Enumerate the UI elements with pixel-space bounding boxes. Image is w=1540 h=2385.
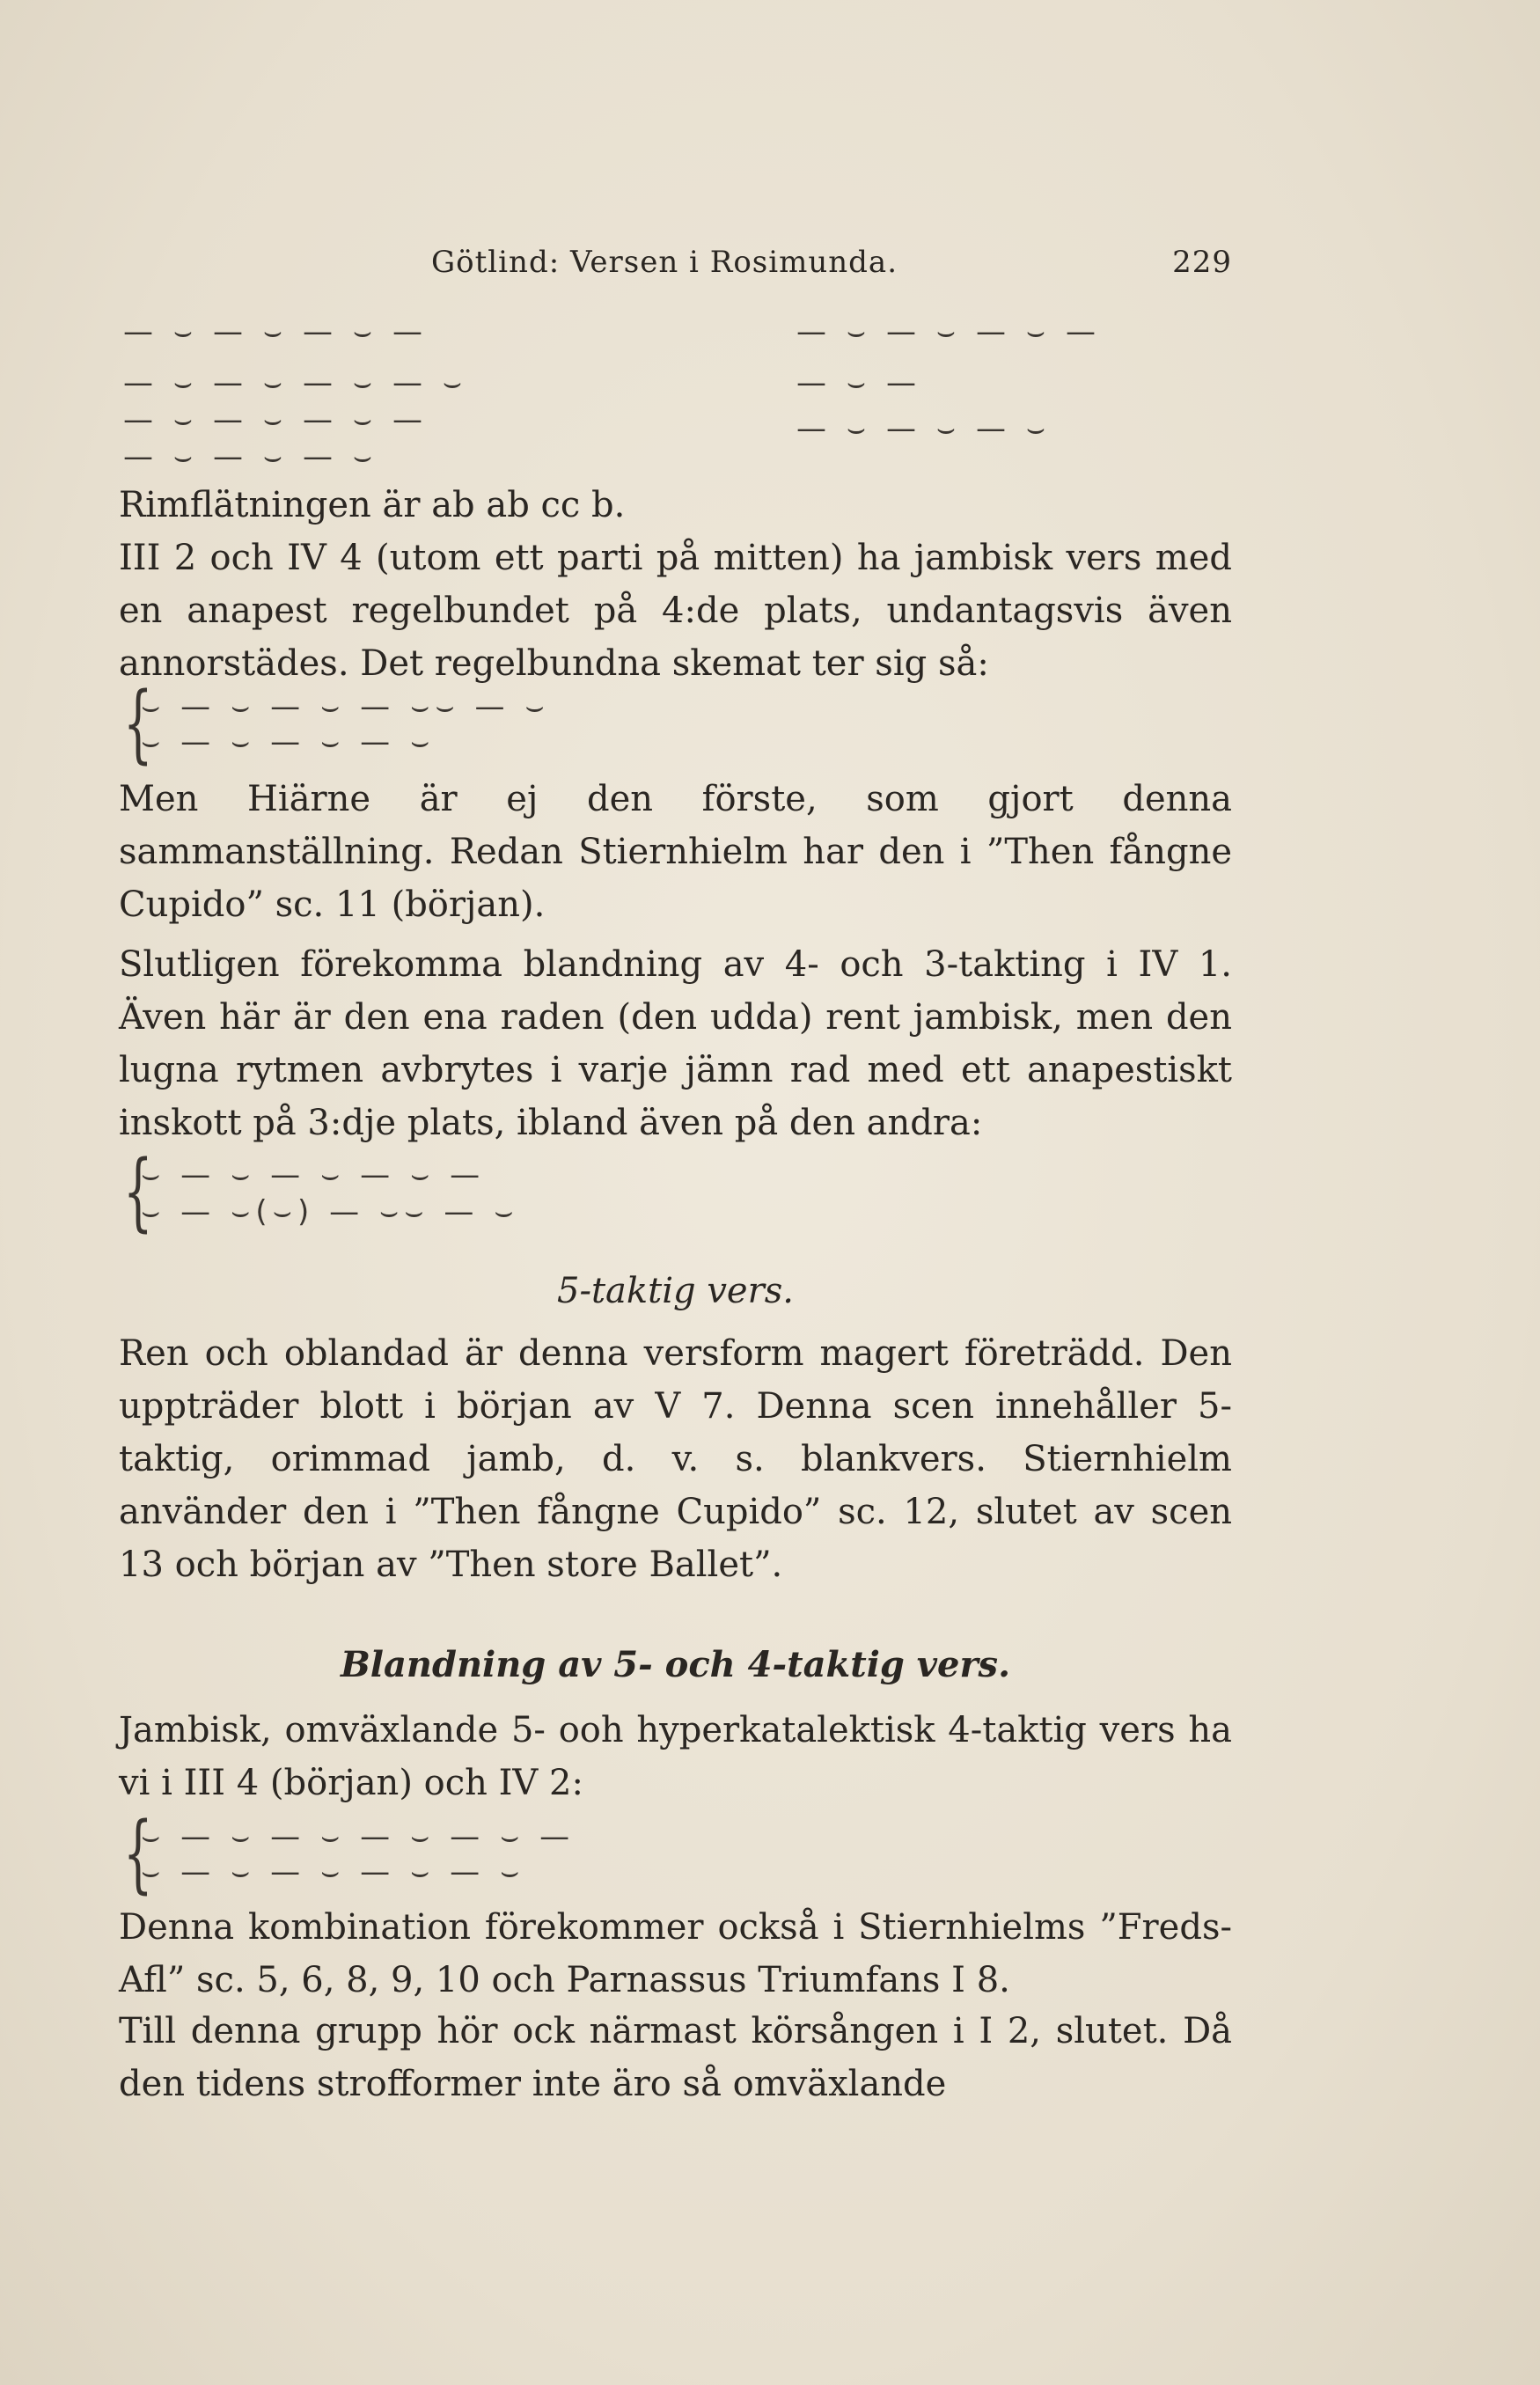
meter-line: — ⌣ — ⌣ — ⌣ — bbox=[123, 402, 428, 437]
paragraph-slutligen: Slutligen förekomma blandning av 4- och 3-takting i IV 1. Även här är den ena raden (den udda) rent jambisk, men den lugna rytmen avbrytes i varje jämn rad med ett anapestiskt inskott på 3:dje plats, ibland även på den andra: bbox=[119, 944, 1232, 1143]
meter-line: — ⌣ — ⌣ — ⌣ — bbox=[123, 314, 428, 349]
paragraph-iii2: III 2 och IV 4 (utom ett parti på mitten) ha jambisk vers med en anapest regelbundet på 4:de plats, undantagsvis även annorstädes. Det regelbundna skemat ter sig så: bbox=[119, 538, 1232, 684]
brace-glyph: { bbox=[123, 1142, 153, 1241]
brace-glyph: { bbox=[123, 1804, 153, 1903]
brace-glyph: { bbox=[123, 674, 153, 773]
paragraph-denna-kombination: Denna kombination förekommer också i Stiernhielms ”Freds-Afl” sc. 5, 6, 8, 9, 10 och Parnassus Triumfans I 8. bbox=[119, 1907, 1232, 2000]
meter-line: — ⌣ — ⌣ — ⌣ bbox=[123, 439, 378, 474]
meter-line: — ⌣ — bbox=[796, 365, 921, 400]
meter-line: ⌣ — ⌣ — ⌣ — ⌣⌣ — ⌣ bbox=[141, 689, 550, 724]
meter-line: ⌣ — ⌣ — ⌣ — ⌣ bbox=[141, 724, 436, 760]
paragraph-hiarne: Men Hiärne är ej den förste, som gjort denna sammanställning. Redan Stiernhielm har den i ”Then fångne Cupido” sc. 11 (början). bbox=[119, 779, 1232, 925]
meter-line: ⌣ — ⌣ — ⌣ — ⌣ — ⌣ — bbox=[141, 1819, 576, 1854]
meter-line: — ⌣ — ⌣ — ⌣ bbox=[796, 411, 1052, 446]
paragraph-till-denna-grupp: Till denna grupp hör ock närmast körsången i I 2, slutet. Då den tidens strofformer inte äro så omväxlande bbox=[119, 2011, 1232, 2104]
meter-line: — ⌣ — ⌣ — ⌣ — ⌣ bbox=[123, 365, 468, 400]
meter-line: — ⌣ — ⌣ — ⌣ — bbox=[796, 314, 1101, 349]
meter-line: ⌣ — ⌣ — ⌣ — ⌣ — ⌣ bbox=[141, 1854, 525, 1890]
section-heading-blandning: Blandning av 5- och 4-taktig vers. bbox=[340, 1644, 1011, 1685]
page-number: 229 bbox=[1172, 245, 1232, 280]
paragraph-rimflatning: Rimflätningen är ab ab cc b. bbox=[119, 485, 626, 525]
running-title: Götlind: Versen i Rosimunda. bbox=[431, 245, 898, 280]
meter-line: ⌣ — ⌣(⌣) — ⌣⌣ — ⌣ bbox=[141, 1194, 519, 1229]
section-heading-5-taktig: 5-taktig vers. bbox=[557, 1271, 794, 1311]
paragraph-ren-och-oblandad: Ren och oblandad är denna versform magert företrädd. Den uppträder blott i början av V 7. Denna scen innehåller 5-taktig, orimmad jamb, d. v. s. blankvers. Stiernhielm använder den i ”Then fångne Cupido” sc. 12, slutet av scen 13 och början av ”Then store Ballet”. bbox=[119, 1333, 1232, 1585]
paragraph-jambisk: Jambisk, omväxlande 5- ooh hyperkatalektisk 4-taktig vers ha vi i III 4 (början) och IV 2: bbox=[119, 1710, 1232, 1803]
meter-line: ⌣ — ⌣ — ⌣ — ⌣ — bbox=[141, 1157, 486, 1192]
